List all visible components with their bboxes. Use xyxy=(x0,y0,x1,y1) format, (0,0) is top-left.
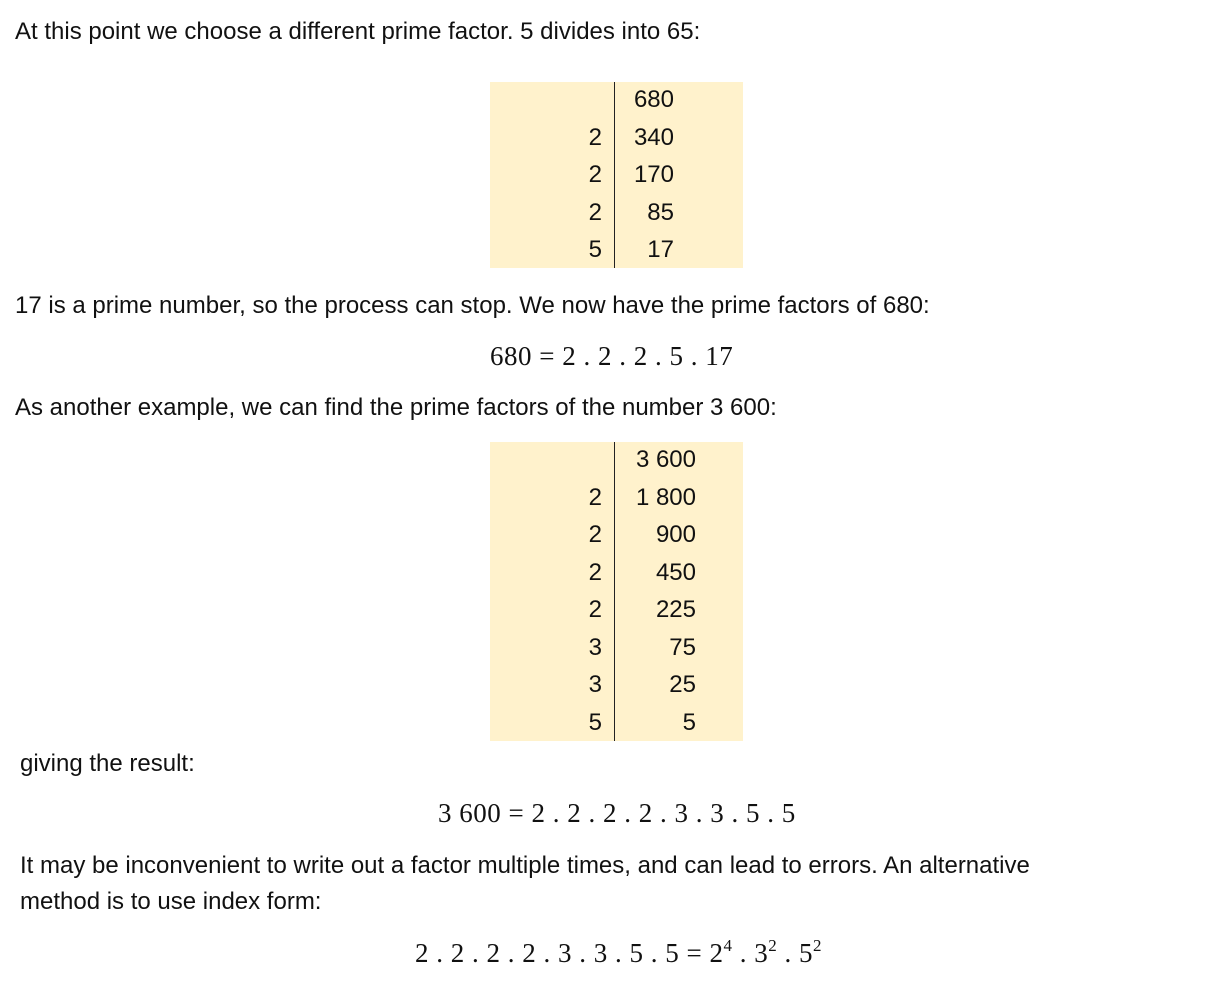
index-separator: . xyxy=(777,938,799,968)
division-row xyxy=(490,81,743,118)
divisor-cell: 3 xyxy=(588,671,602,698)
divisor-cell: 5 xyxy=(588,236,602,263)
quotient-cell: 900 xyxy=(655,521,696,548)
division-row xyxy=(490,156,743,193)
division-row xyxy=(490,666,743,703)
index-base-2: 2 xyxy=(709,938,724,968)
index-base-5: 5 xyxy=(798,938,813,968)
division-row xyxy=(490,591,743,628)
divisor-cell: 2 xyxy=(588,483,602,511)
divisor-cell: 2 xyxy=(588,198,602,226)
division-row xyxy=(490,629,743,666)
result-equation-3600: 3 600 = 2 . 2 . 2 . 2 . 3 . 3 . 5 . 5 xyxy=(438,798,796,828)
divisor-cell: 2 xyxy=(588,558,602,586)
quotient-cell: 450 xyxy=(655,558,696,586)
division-row xyxy=(490,231,743,268)
example-paragraph: As another example, we can find the prime factors of the number 3 600: xyxy=(15,394,777,421)
division-row xyxy=(490,479,743,516)
quotient-cell: 170 xyxy=(633,161,674,188)
divisor-cell: 2 xyxy=(588,596,602,623)
divisor-cell: 2 xyxy=(588,521,602,548)
division-table-680 xyxy=(490,82,743,268)
stop-paragraph: 17 is a prime number, so the process can stop. We now have the prime factors of 680: xyxy=(15,292,930,319)
quotient-cell: 340 xyxy=(633,123,674,151)
index-exponent-5: 2 xyxy=(812,936,822,955)
quotient-cell: 225 xyxy=(655,596,696,623)
intro-paragraph: At this point we choose a different prime factor. 5 divides into 65: xyxy=(15,18,701,45)
index-separator: . xyxy=(732,938,755,968)
inconvenient-paragraph-line1: It may be inconvenient to write out a factor multiple times, and can lead to errors. An alternative xyxy=(20,852,1030,879)
giving-paragraph: giving the result: xyxy=(20,750,195,777)
quotient-cell: 85 xyxy=(647,198,674,226)
divisor-cell: 2 xyxy=(588,123,602,151)
index-form-equation xyxy=(415,938,822,969)
quotient-cell: 680 xyxy=(633,86,674,113)
division-row xyxy=(490,704,743,741)
division-row xyxy=(490,441,743,478)
divisor-cell: 3 xyxy=(588,633,602,661)
result-equation-680: 680 = 2 . 2 . 2 . 5 . 17 xyxy=(490,341,734,371)
quotient-cell: 25 xyxy=(669,671,696,698)
division-table-3600 xyxy=(490,442,743,741)
index-form-lhs: 2 . 2 . 2 . 2 . 3 . 3 . 5 . 5 = xyxy=(415,938,710,968)
quotient-cell: 17 xyxy=(647,236,674,263)
division-row xyxy=(490,554,743,591)
quotient-cell: 1 800 xyxy=(635,483,696,511)
division-row xyxy=(490,119,743,156)
division-row xyxy=(490,194,743,231)
quotient-cell: 5 xyxy=(682,708,696,736)
divisor-cell: 5 xyxy=(588,708,602,736)
inconvenient-paragraph-line2: method is to use index form: xyxy=(20,888,322,915)
quotient-cell: 3 600 xyxy=(635,446,696,473)
quotient-cell: 75 xyxy=(669,633,696,661)
division-row xyxy=(490,516,743,553)
index-exponent-3: 2 xyxy=(768,936,778,955)
divisor-cell: 2 xyxy=(588,161,602,188)
index-exponent-2: 4 xyxy=(723,936,733,955)
index-base-3: 3 xyxy=(754,938,769,968)
